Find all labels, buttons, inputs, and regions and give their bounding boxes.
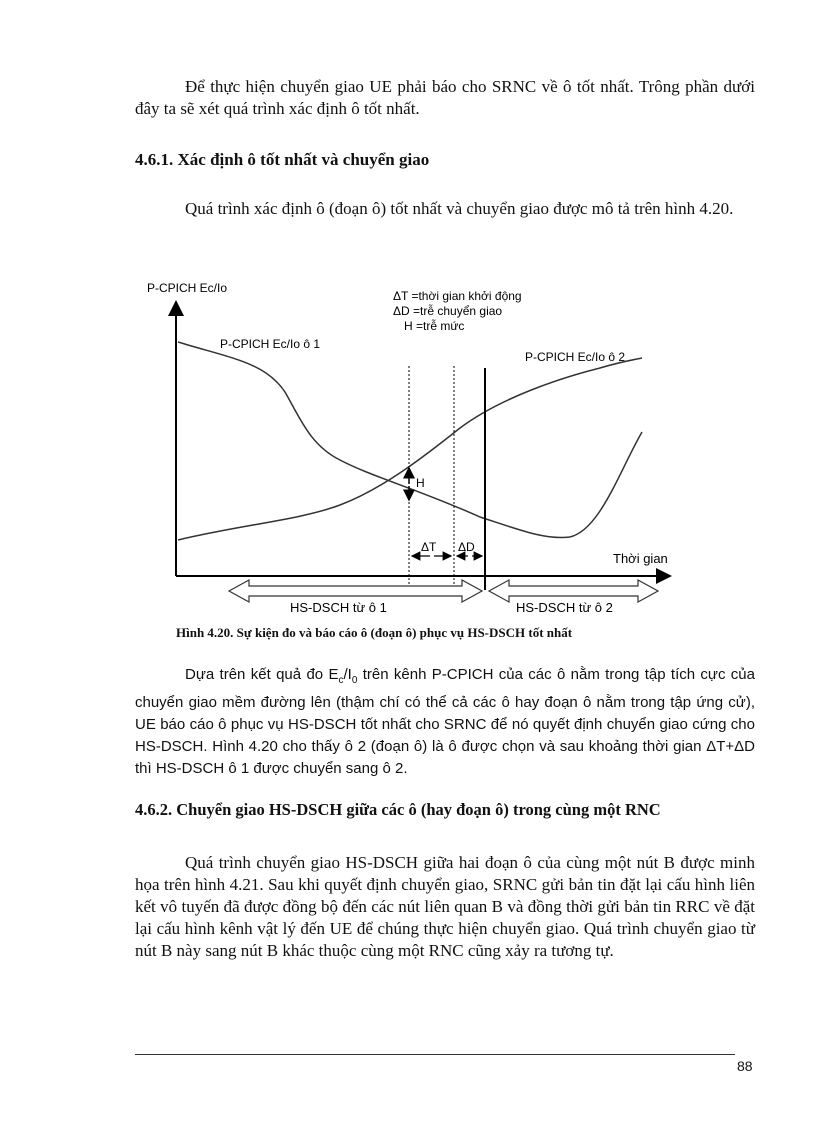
para2-subscript-0: 0 [351, 675, 358, 686]
figure-caption: Hình 4.20. Sự kiện đo và báo cáo ô (đoạn ô) phục vụ HS-DSCH tốt nhất [176, 625, 573, 640]
h-label: H [416, 476, 425, 490]
y-axis-label: P-CPICH Ec/Io [147, 281, 228, 295]
legend-item: ΔD =trễ chuyển giao [393, 304, 503, 318]
curve-cell-2 [178, 358, 642, 540]
arrow2-label: HS-DSCH từ ô 2 [516, 600, 613, 615]
arrow1-label: HS-DSCH từ ô 1 [290, 600, 387, 615]
dd-label: ΔD [458, 540, 475, 554]
section-heading-4-6-2: 4.6.2. Chuyển giao HS-DSCH giữa các ô (hay đoạn ô) trong cùng một RNC [135, 800, 661, 819]
para2-text-rest: trên kênh P-CPICH của các ô nằm trong tập tích cực của chuyển giao mềm đường lên (thậm chí có thể cả các ô hay đoạn ô nằm trong tập ứng cử), UE báo cáo ô phục vụ HS-DSCH tốt nhất cho SRNC để nó quyết định chuyển giao cứng cho HS-DSCH. Hình 4.20 cho thấy ô 2 (đoạn ô) là ô được chọn và sau khoảng thời gian ΔT+ΔD thì HS-DSCH ô 1 được chuyển sang ô 2. [135, 666, 755, 777]
intro-paragraph: Để thực hiện chuyển giao UE phải báo cho SRNC về ô tốt nhất. Trông phần dưới đây ta sẽ xét quá trình xác định ô tốt nhất. [135, 77, 755, 118]
footer-divider [135, 1054, 735, 1055]
section-heading-4-6-1: 4.6.1. Xác định ô tốt nhất và chuyển giao [135, 150, 430, 169]
page-number: 88 [737, 1058, 753, 1074]
para2-text: Dựa trên kết quả đo E [185, 666, 339, 683]
legend-item: H =trễ mức [404, 319, 465, 333]
para2-subscript-c: c [338, 675, 344, 686]
curve-cell-1 [178, 342, 642, 538]
section2-paragraph: Quá trình chuyển giao HS-DSCH giữa hai đoạn ô của cùng một nút B được minh họa trên hình 4.21. Sau khi quyết định chuyển giao, SRNC gửi bản tin đặt lại cấu hình liên kết vô tuyến đã được đồng bộ đến các nút liên quan B và đồng thời gửi bản tin RRC về đặt lại cấu hình kênh vật lý đến UE để chúng thực hiện chuyển giao. Quá trình chuyển giao từ nút B này sang nút B khác thuộc cùng một RNC cũng xảy ra tương tự. [135, 853, 755, 960]
x-axis-label: Thời gian [613, 551, 668, 566]
para2-slash: /I [343, 666, 352, 683]
curve1-label: P-CPICH Ec/Io ô 1 [220, 337, 321, 351]
section1-paragraph-2 [135, 664, 755, 780]
section1-paragraph: Quá trình xác định ô (đoạn ô) tốt nhất và chuyển giao được mô tả trên hình 4.20. [185, 199, 734, 218]
dt-label: ΔT [421, 540, 437, 554]
legend-item: ΔT =thời gian khởi động [393, 289, 522, 303]
hs-dsch-cell2-arrow [489, 580, 658, 602]
curve2-label: P-CPICH Ec/Io ô 2 [525, 350, 626, 364]
hs-dsch-cell1-arrow [229, 580, 482, 602]
